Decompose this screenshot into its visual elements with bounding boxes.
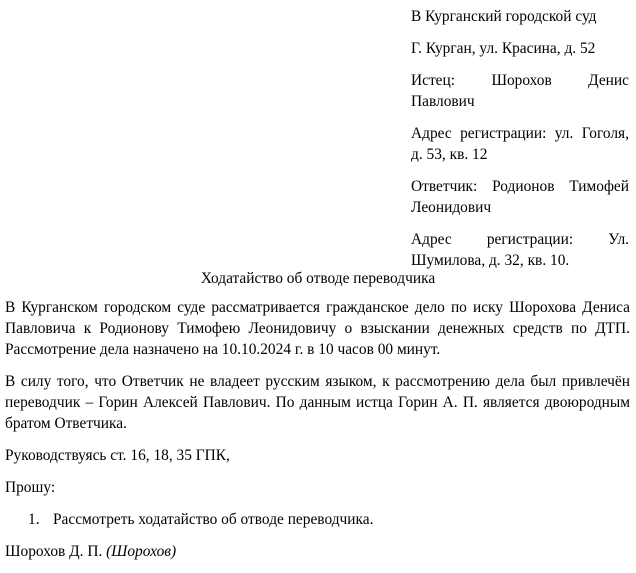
plaintiff-address: Адрес регистрации: ул. Гоголя, д. 53, кв. 12 xyxy=(411,125,629,163)
list-item xyxy=(5,509,630,530)
list-item-text: Рассмотреть ходатайство об отводе переводчика. xyxy=(53,511,374,528)
document-title: Ходатайство об отводе переводчика xyxy=(200,270,436,287)
document-header xyxy=(411,6,629,282)
court-address: Г. Курган, ул. Красина, д. 52 xyxy=(411,40,596,57)
list-item-number: 1. xyxy=(28,511,40,528)
legal-basis: Руководствуясь ст. 16, 18, 35 ГПК, xyxy=(5,447,230,464)
defendant-info: Ответчик: Родионов Тимофей Леонидович xyxy=(411,178,629,216)
court-name: В Курганский городской суд xyxy=(411,8,597,25)
body-paragraph-1: В Курганском городском суде рассматривается гражданское дело по иску Шорохова Дениса Павловича к Родионову Тимофею Леонидовичу о взыскании денежных средств по ДТП. Рассмотрение дела назначено на 10.10.2024 г. в 10 часов 00 минут. xyxy=(5,299,630,358)
request-intro: Прошу: xyxy=(5,479,56,496)
request-list xyxy=(5,509,630,530)
signature-name: Шорохов Д. П. xyxy=(5,543,103,560)
body-paragraph-2: В силу того, что Ответчик не владеет русским языком, к рассмотрению дела был привлечён переводчик – Горин Алексей Павлович. По данным истца Горин А. П. является двоюродным братом Ответчика. xyxy=(5,373,630,432)
defendant-address: Адрес регистрации: Ул. Шумилова, д. 32, кв. 10. xyxy=(411,231,629,269)
document-body xyxy=(5,297,630,573)
plaintiff-info: Истец: Шорохов Денис Павлович xyxy=(411,72,629,110)
signature-handwritten: (Шорохов) xyxy=(106,543,177,560)
signature-line xyxy=(5,541,630,562)
